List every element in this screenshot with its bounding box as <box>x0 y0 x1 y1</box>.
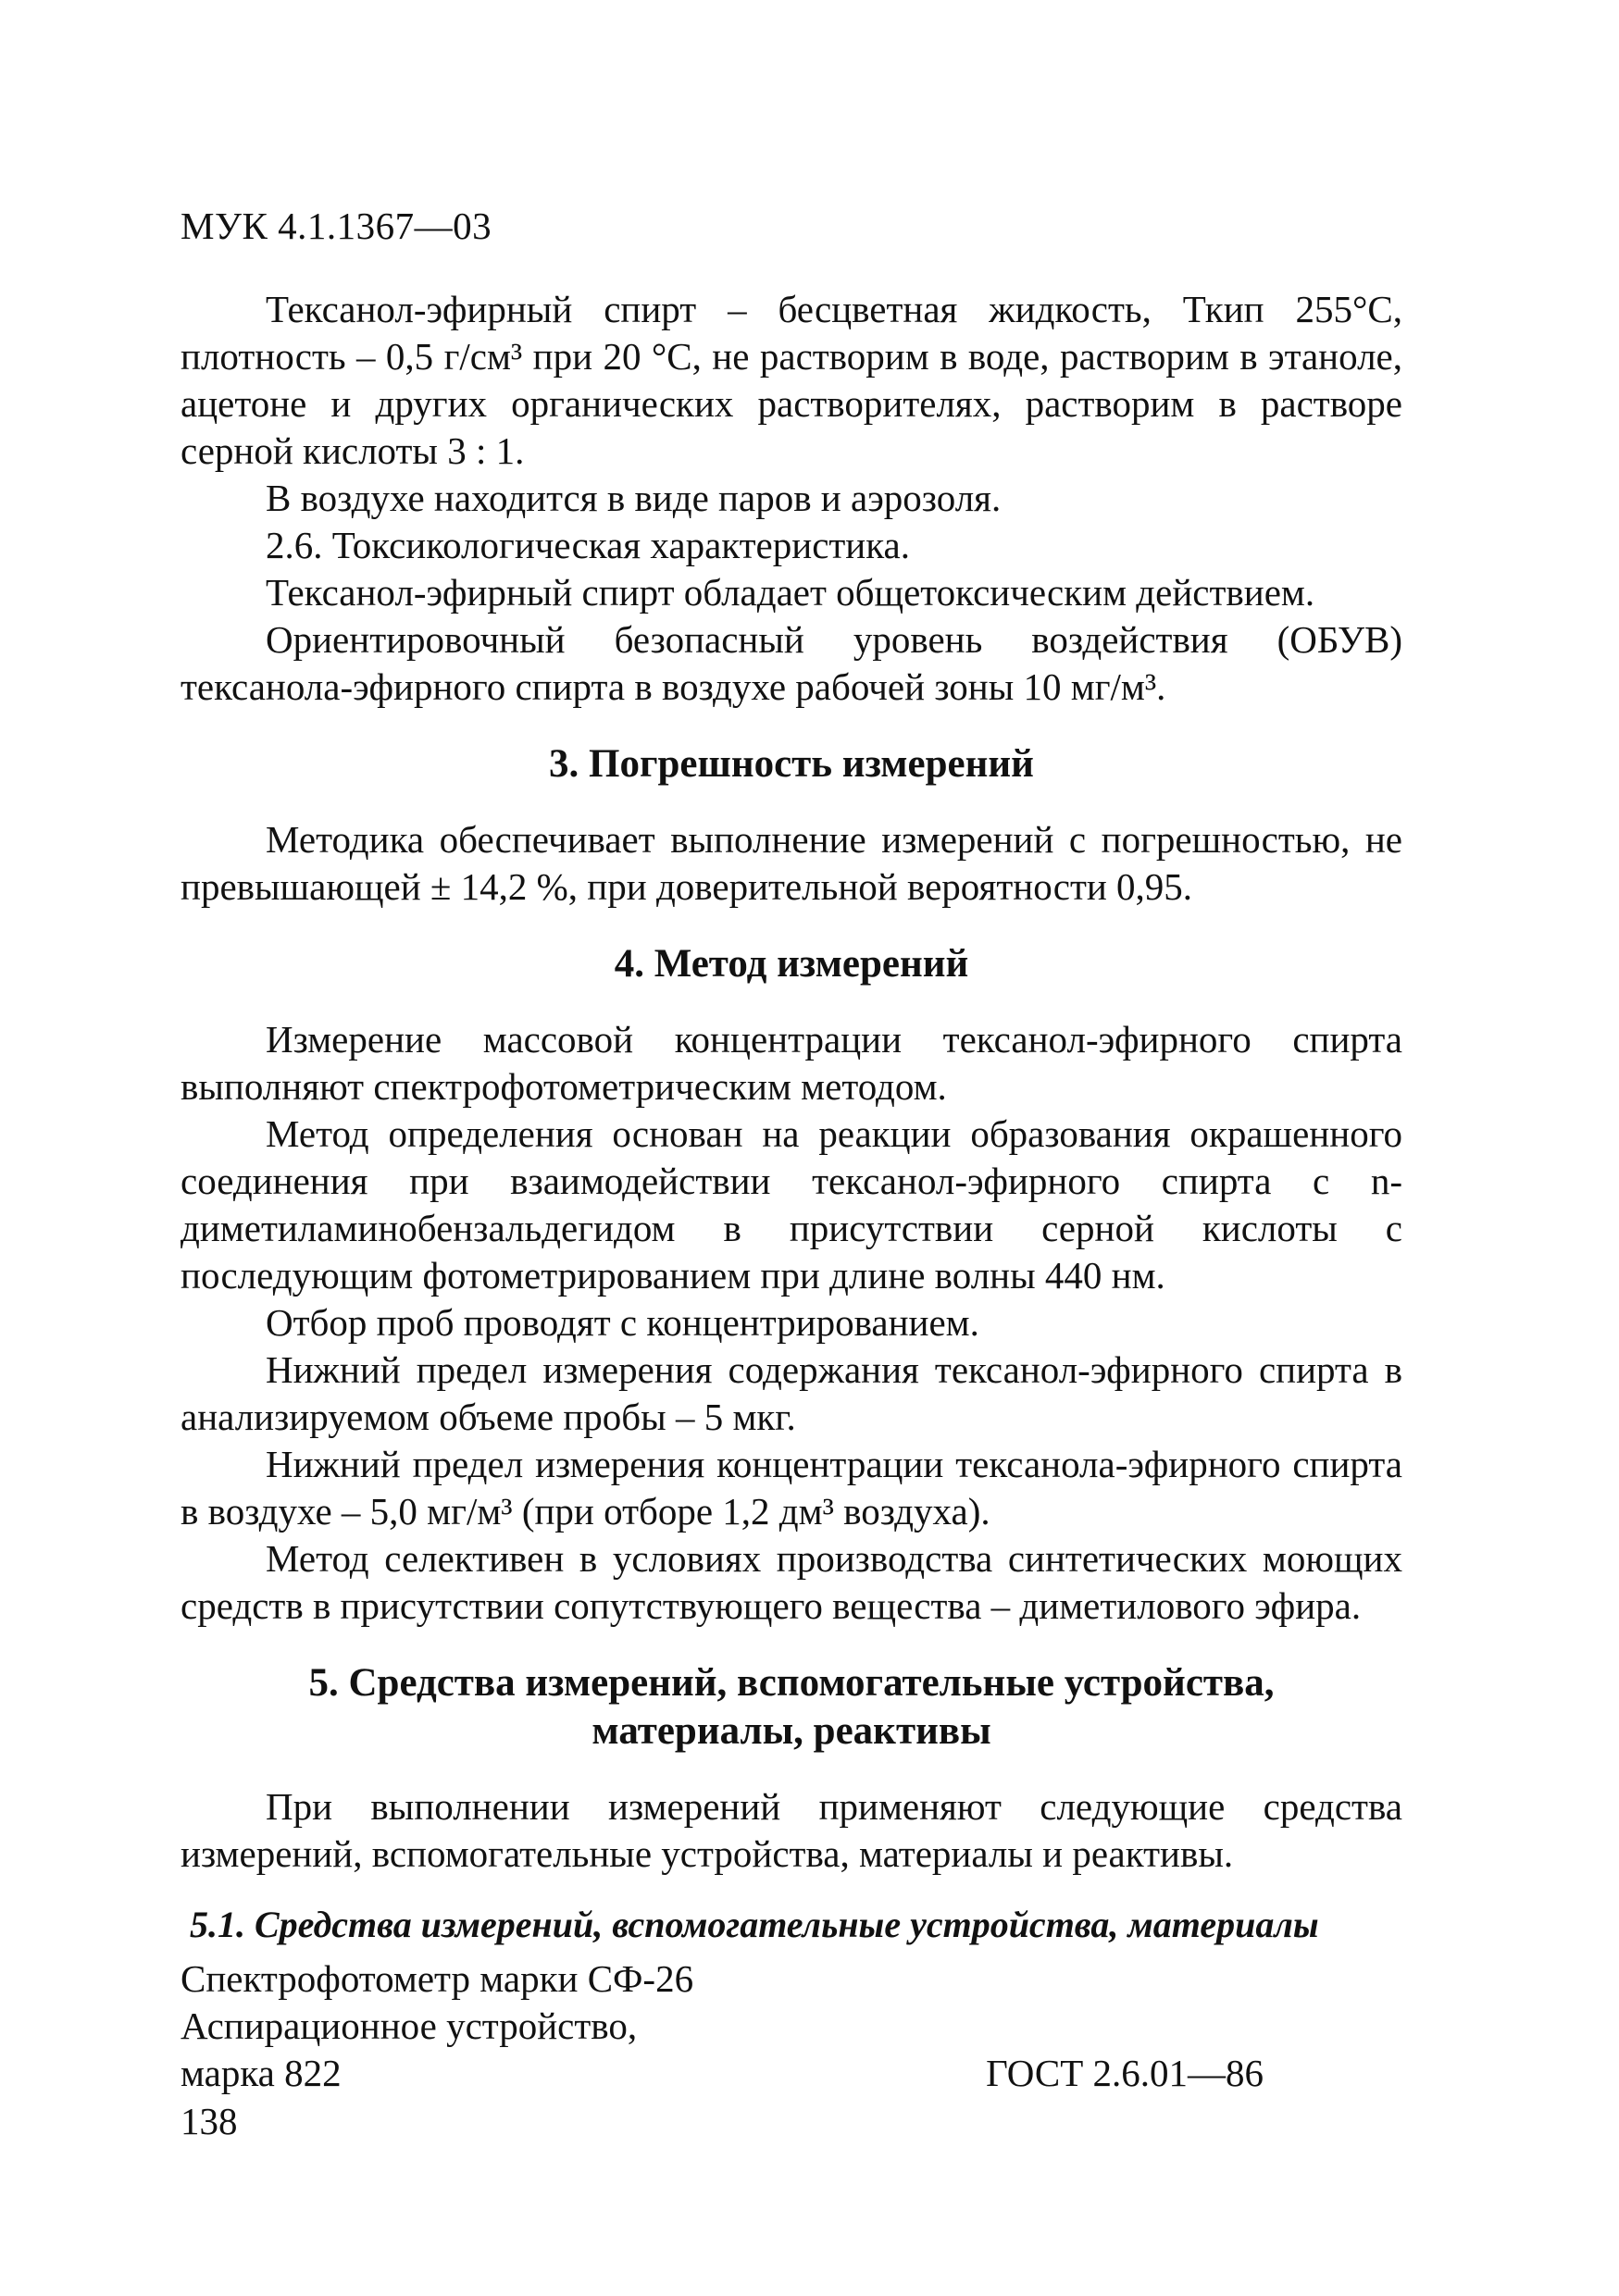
paragraph-method-1: Измерение массовой концентрации тексанол-эфирного спирта выполняют спектрофотометрическим методом. <box>181 1018 1402 1109</box>
paragraph-toxicology-heading: 2.6. Токсикологическая характеристика. <box>266 524 910 567</box>
page-number: 138 <box>181 2100 238 2142</box>
section-4-title: 4. Метод измерений <box>614 942 969 987</box>
section-5-title-line-2: материалы, реактивы <box>592 1709 991 1754</box>
subsection-5-1-title: 5.1. Средства измерений, вспомогательные устройства, материалы <box>190 1904 1319 1946</box>
paragraph-obuv: Ориентировочный безопасный уровень воздействия (ОБУВ) тексанола-эфирного спирта в воздухе рабочей зоны 10 мг/м³. <box>181 618 1402 709</box>
equipment-name: Спектрофотометр марки СФ-26 <box>181 1957 694 2001</box>
equipment-item-aspirator <box>181 2003 1402 2050</box>
section-5-title <box>181 1659 1402 1756</box>
equipment-model: марка 822 <box>181 2052 342 2095</box>
document-code: МУК 4.1.1367—03 <box>181 205 492 247</box>
section-3-title: 3. Погрешность измерений <box>549 742 1034 787</box>
equipment-item-spectrophotometer <box>181 1955 1402 2003</box>
paragraph-method-6: Метод селективен в условиях производства синтетических моющих средств в присутствии сопутствующего вещества – диметилового эфира. <box>181 1537 1402 1628</box>
paragraph-method-2: Метод определения основан на реакции образования окрашенного соединения при взаимодействии тексанол-эфирного спирта с n-диметиламинобензальдегидом в присутствии серной кислоты с последующим фотометрированием при длине волны 440 нм. <box>181 1112 1402 1297</box>
paragraph-properties: Тексанол-эфирный спирт – бесцветная жидкость, Ткип 255°С, плотность – 0,5 г/см³ при 20 °С, не растворим в воде, растворим в этаноле, ацетоне и других органических растворителях, растворим в растворе серной кислоты 3 : 1. <box>181 288 1402 473</box>
paragraph-equipment-intro: При выполнении измерений применяют следующие средства измерений, вспомогательные устройства, материалы и реактивы. <box>181 1785 1402 1876</box>
equipment-name: Аспирационное устройство, <box>181 2004 638 2048</box>
equipment-item-aspirator-model <box>181 2050 1402 2097</box>
equipment-standard: ГОСТ 2.6.01—86 <box>986 2052 1264 2095</box>
paragraph-air-state: В воздухе находится в виде паров и аэрозоля. <box>266 477 1002 520</box>
paragraph-toxic-action: Тексанол-эфирный спирт обладает общетоксическим действием. <box>266 571 1315 614</box>
paragraph-method-4: Нижний предел измерения содержания тексанол-эфирного спирта в анализируемом объеме пробы – 5 мкг. <box>181 1348 1402 1439</box>
document-page <box>181 204 1402 2097</box>
paragraph-method-5: Нижний предел измерения концентрации тексанола-эфирного спирта в воздухе – 5,0 мг/м³ (при отборе 1,2 дм³ воздуха). <box>181 1443 1402 1533</box>
section-5-title-line-1: 5. Средства измерений, вспомогательные устройства, <box>308 1661 1275 1706</box>
paragraph-method-3: Отбор проб проводят с концентрированием. <box>266 1301 979 1345</box>
paragraph-error: Методика обеспечивает выполнение измерений с погрешностью, не превышающей ± 14,2 %, при доверительной вероятности 0,95. <box>181 818 1402 909</box>
